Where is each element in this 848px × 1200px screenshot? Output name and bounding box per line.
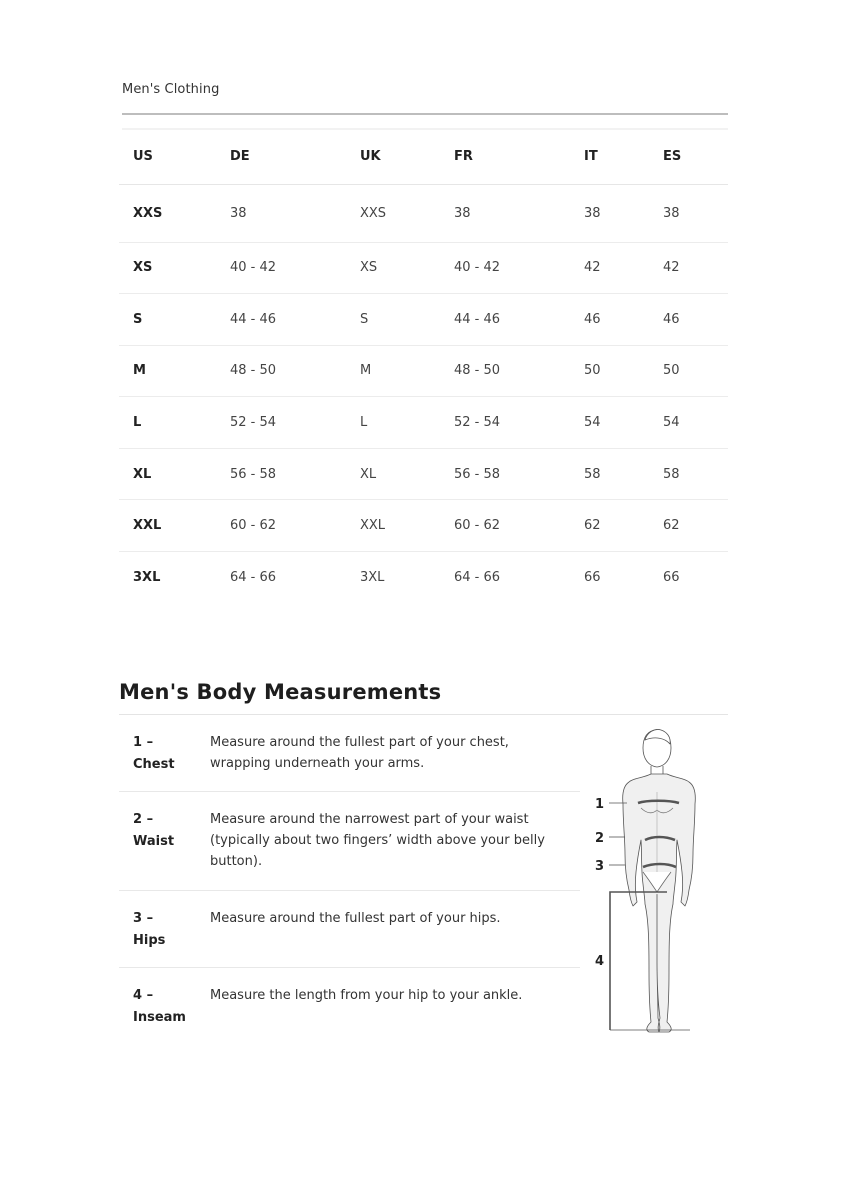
size-cell-de: 48 - 50 [230, 363, 277, 379]
size-cell-it: 46 [584, 311, 601, 327]
size-cell-de: 44 - 46 [230, 311, 277, 327]
size-cell-uk: M [360, 363, 372, 379]
size-cell-us: L [133, 415, 142, 431]
size-cell-it: 62 [584, 518, 601, 534]
size-cell-fr: 40 - 42 [454, 260, 501, 276]
measurement-description: Measure around the fullest part of your hips. [210, 911, 501, 926]
size-cell-us: XXS [133, 205, 163, 221]
marker-4: 4 [595, 954, 605, 969]
size-cell-de: 38 [230, 205, 247, 221]
body-measurement-figure [585, 722, 730, 1037]
table-row [119, 294, 728, 346]
size-cell-it: 42 [584, 260, 601, 276]
category-label: Men's Clothing [122, 82, 220, 97]
measurement-number: 2 – [133, 812, 154, 827]
measurement-name: Waist [133, 834, 175, 849]
measurement-description: Measure around the narrowest part of your waist (typically about two fingers’ width above your belly button). [210, 812, 545, 869]
table-row [119, 345, 728, 397]
size-cell-uk: XXL [360, 518, 386, 534]
measurement-number: 4 – [133, 988, 154, 1003]
size-cell-us: 3XL [133, 570, 161, 586]
measurement-number: 3 – [133, 911, 154, 926]
table-row [119, 448, 728, 500]
section-title: Men's Body Measurements [119, 680, 442, 704]
table-row [119, 397, 728, 449]
size-cell-fr: 38 [454, 205, 471, 221]
table-row [119, 242, 728, 294]
size-cell-fr: 48 - 50 [454, 363, 501, 379]
table-row [119, 184, 728, 242]
size-cell-de: 64 - 66 [230, 570, 277, 586]
measurement-name: Inseam [133, 1010, 186, 1025]
size-cell-fr: 52 - 54 [454, 415, 501, 431]
size-cell-fr: 60 - 62 [454, 518, 501, 534]
size-cell-it: 66 [584, 570, 601, 586]
header-divider [122, 113, 728, 115]
size-cell-it: 50 [584, 363, 601, 379]
size-cell-uk: 3XL [360, 570, 385, 586]
size-cell-it: 58 [584, 466, 601, 482]
measurement-description: Measure around the fullest part of your chest, wrapping underneath your arms. [210, 735, 509, 771]
measurement-item-chest [119, 715, 580, 792]
size-cell-es: 46 [663, 311, 680, 327]
marker-2: 2 [595, 831, 605, 846]
size-cell-es: 62 [663, 518, 680, 534]
size-cell-es: 38 [663, 205, 680, 221]
size-conversion-table [119, 130, 728, 603]
table-row [119, 500, 728, 552]
size-cell-us: XL [133, 466, 152, 482]
size-cell-us: XXL [133, 518, 162, 534]
size-cell-us: M [133, 363, 146, 379]
size-cell-us: S [133, 311, 143, 327]
size-cell-uk: L [360, 415, 368, 431]
measurement-item-hips [119, 891, 580, 968]
size-cell-uk: S [360, 311, 369, 327]
column-header-fr: FR [454, 149, 473, 165]
size-cell-uk: XXS [360, 205, 387, 221]
size-cell-uk: XL [360, 466, 377, 482]
column-header-es: ES [663, 149, 682, 165]
size-cell-es: 66 [663, 570, 680, 586]
measurement-item-inseam [119, 968, 580, 1048]
size-cell-de: 52 - 54 [230, 415, 277, 431]
size-cell-de: 40 - 42 [230, 260, 277, 276]
size-cell-de: 60 - 62 [230, 518, 277, 534]
measurement-name: Chest [133, 757, 175, 772]
size-cell-es: 58 [663, 466, 680, 482]
marker-1: 1 [595, 797, 605, 812]
marker-3: 3 [595, 859, 605, 874]
measurement-item-waist [119, 792, 580, 891]
size-cell-fr: 56 - 58 [454, 466, 501, 482]
table-row [119, 552, 728, 604]
column-header-de: DE [230, 149, 250, 165]
size-cell-it: 54 [584, 415, 601, 431]
column-header-us: US [133, 149, 153, 165]
column-header-uk: UK [360, 149, 381, 165]
size-cell-fr: 64 - 66 [454, 570, 501, 586]
measurement-name: Hips [133, 933, 166, 948]
measurement-description: Measure the length from your hip to your ankle. [210, 988, 523, 1003]
size-cell-de: 56 - 58 [230, 466, 277, 482]
size-cell-it: 38 [584, 205, 601, 221]
size-cell-es: 50 [663, 363, 680, 379]
size-cell-us: XS [133, 260, 153, 276]
measurement-list [119, 715, 580, 1048]
size-cell-fr: 44 - 46 [454, 311, 501, 327]
table-header-row [119, 130, 728, 184]
size-cell-es: 54 [663, 415, 680, 431]
body-outline-icon [623, 729, 696, 1032]
size-cell-uk: XS [360, 260, 378, 276]
size-cell-es: 42 [663, 260, 680, 276]
measurement-number: 1 – [133, 735, 154, 750]
column-header-it: IT [584, 149, 598, 165]
